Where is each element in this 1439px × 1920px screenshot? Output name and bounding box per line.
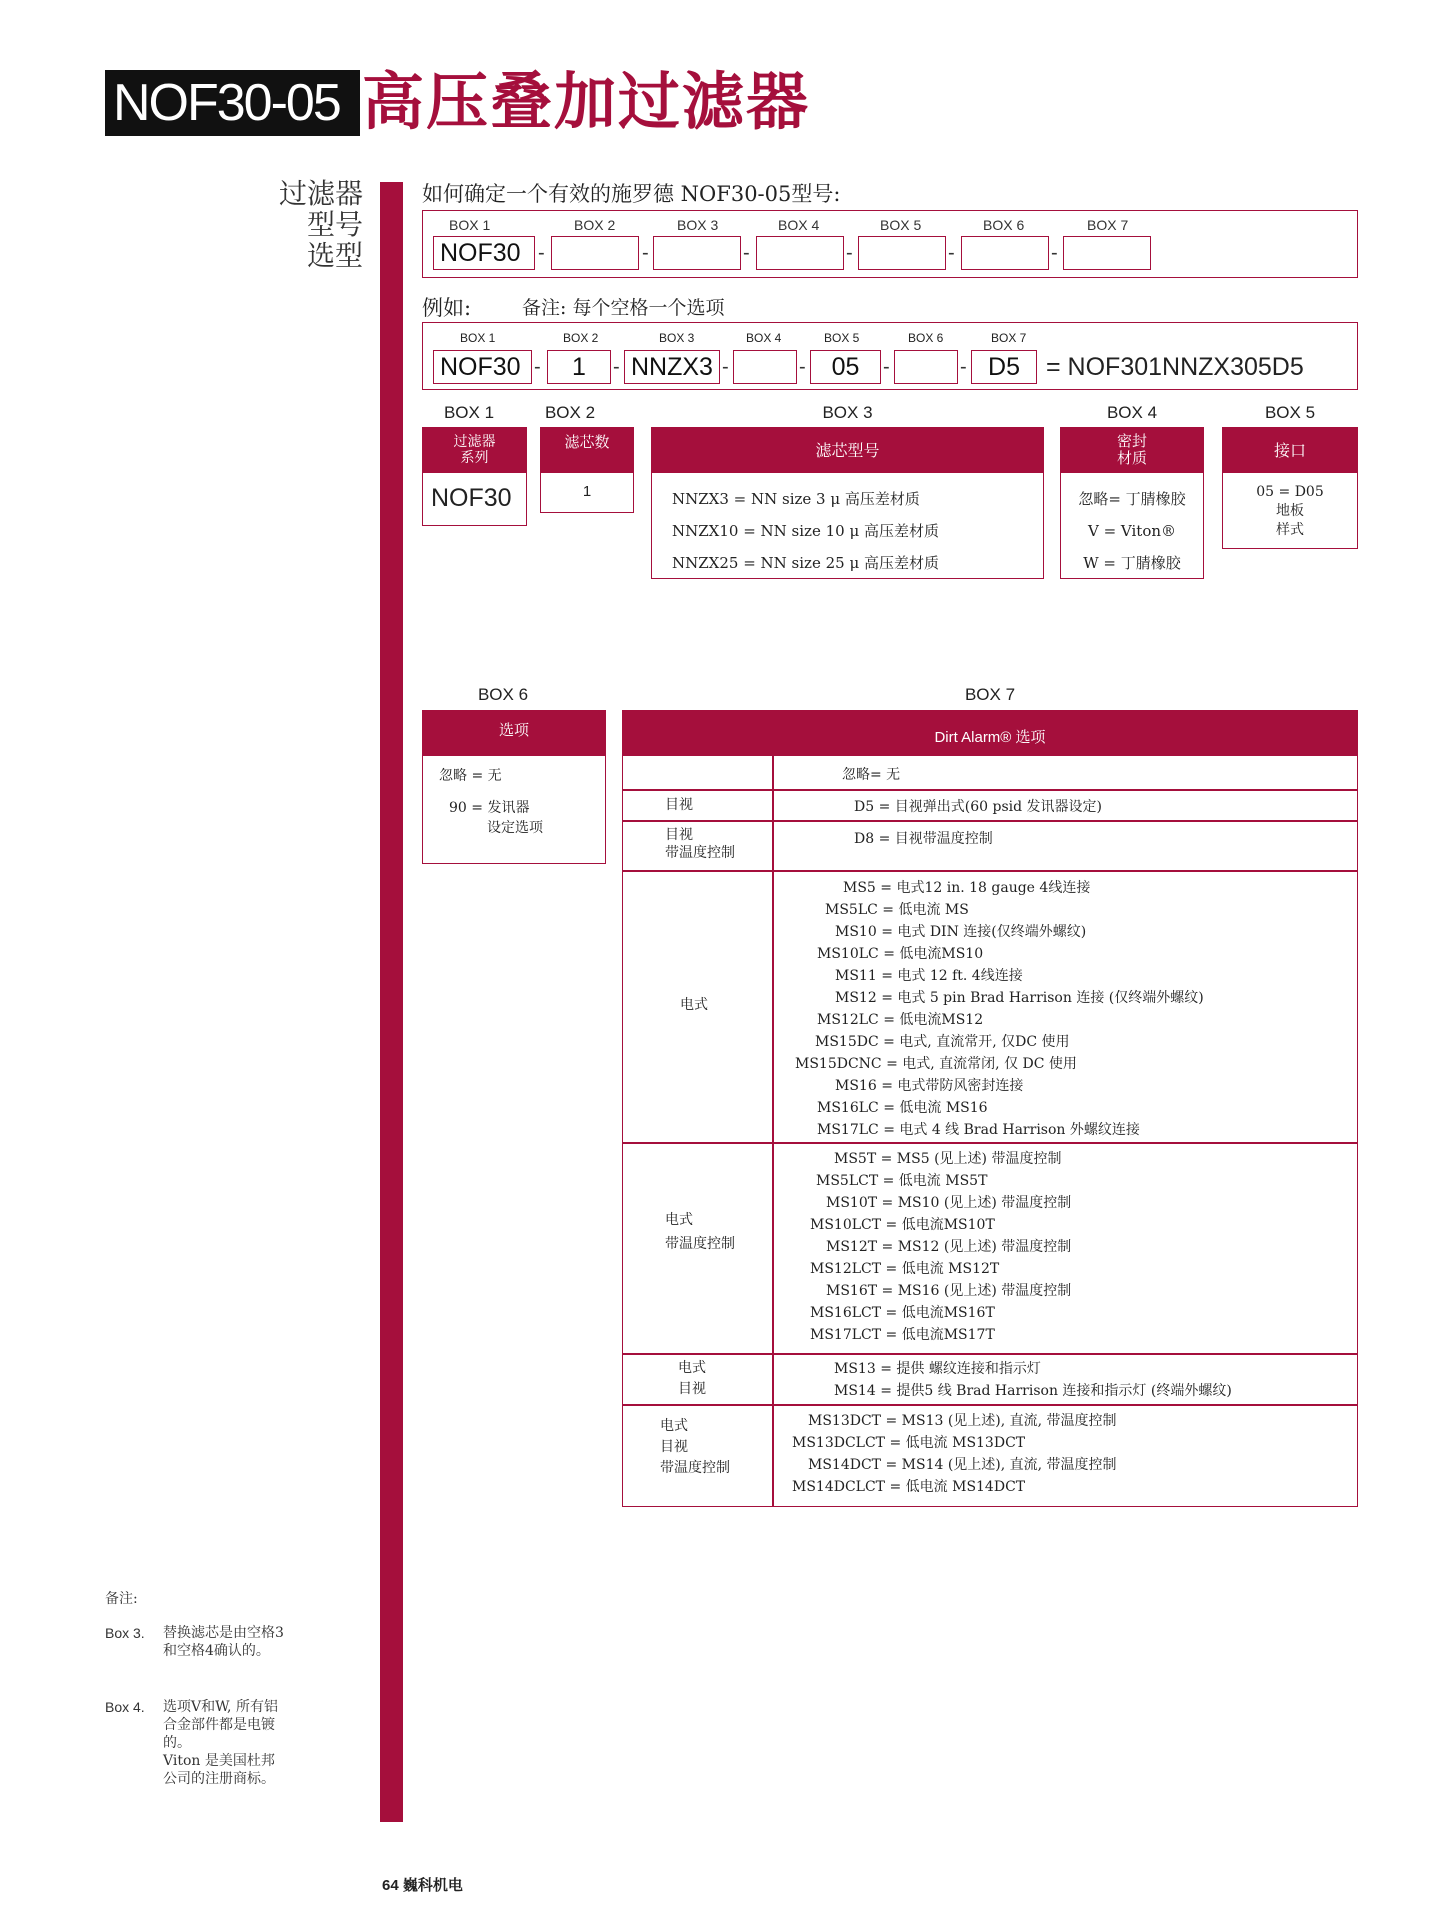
ex-box-label: BOX 6 (908, 331, 944, 345)
tpl-box1-input[interactable]: NOF30 (433, 236, 535, 270)
alarm-option: MS12T = MS12 (见上述) 带温度控制 (826, 1239, 1072, 1255)
alarm-option: MS5LC = 低电流 MS (825, 902, 969, 918)
box1-card (422, 427, 527, 526)
box6-item: 设定选项 (487, 820, 543, 836)
tpl-box7-input[interactable] (1063, 236, 1151, 270)
alarm-option: MS10T = MS10 (见上述) 带温度控制 (826, 1195, 1072, 1211)
alarm-option: MS14DCT = MS14 (见上述), 直流, 带温度控制 (808, 1457, 1117, 1473)
alarm-category: 电式 (680, 997, 708, 1013)
box3-item: NNZX25 = NN size 25 μ 高压差材质 (672, 554, 939, 572)
alarm-option: MS12 = 电式 5 pin Brad Harrison 连接 (仅终端外螺纹) (835, 990, 1204, 1006)
ex-box3: NNZX3 (624, 350, 720, 384)
box6-card (422, 710, 606, 864)
alarm-option: MS10 = 电式 DIN 连接(仅终端外螺纹) (835, 924, 1087, 940)
ex-box1: NOF30 (433, 350, 532, 384)
side-label-line1: 过滤器 (278, 177, 363, 210)
box4-label: BOX 4 (1106, 403, 1158, 422)
box4-head: 密封 材质 (1061, 428, 1203, 473)
alarm-option: MS16LCT = 低电流MS16T (810, 1305, 995, 1321)
box1-head: 过滤器 系列 (423, 428, 526, 473)
tpl-box-label: BOX 3 (677, 217, 719, 233)
alarm-option: MS12LC = 低电流MS12 (817, 1012, 984, 1028)
note1-key: Box 3. (105, 1625, 145, 1641)
alarm-option: MS17LCT = 低电流MS17T (810, 1327, 995, 1343)
notes-title: 备注: (105, 1591, 138, 1607)
alarm-option: MS11 = 电式 12 ft. 4线连接 (835, 968, 1023, 984)
alarm-option: MS13DCLCT = 低电流 MS13DCT (792, 1435, 1026, 1451)
example-note: 备注: 每个空格一个选项 (522, 297, 725, 319)
side-label-line2: 型号 (306, 208, 363, 241)
box7-label: BOX 7 (964, 685, 1016, 704)
alarm-option: MS14 = 提供5 线 Brad Harrison 连接和指示灯 (终端外螺纹) (834, 1383, 1232, 1399)
tpl-box-label: BOX 2 (574, 217, 616, 233)
box2-head: 滤芯数 (541, 428, 633, 473)
note2-text: 选项V和W, 所有铝 合金部件都是电镀 的。 Viton 是美国杜邦 公司的注册商标。 (163, 1699, 278, 1787)
box5-item: 地板 (1276, 503, 1304, 519)
alarm-option: MS15DC = 电式, 直流常开, 仅DC 使用 (815, 1034, 1070, 1050)
tpl-box5-input[interactable] (858, 236, 946, 270)
box5-label: BOX 5 (1264, 403, 1316, 422)
ex-box-label: BOX 7 (991, 331, 1027, 345)
section-heading: 如何确定一个有效的施罗德 NOF30-05型号: (422, 182, 841, 206)
ex-box-label: BOX 5 (824, 331, 860, 345)
box3-item: NNZX3 = NN size 3 μ 高压差材质 (672, 490, 920, 508)
box6-label: BOX 6 (477, 685, 529, 704)
ex-box6 (894, 350, 958, 384)
alarm-option: MS14DCLCT = 低电流 MS14DCT (792, 1479, 1026, 1495)
box7-head: Dirt Alarm® 选项 (623, 711, 1357, 756)
tpl-box-label: BOX 7 (1087, 217, 1129, 233)
side-label-line3: 选型 (306, 239, 363, 272)
tpl-box-label: BOX 6 (983, 217, 1025, 233)
ex-box5: 05 (810, 350, 881, 384)
ex-box7: D5 (971, 350, 1037, 384)
note2-key: Box 4. (105, 1699, 145, 1715)
alarm-option: MS5LCT = 低电流 MS5T (816, 1173, 988, 1189)
ex-box2: 1 (547, 350, 611, 384)
page-title: 高压叠加过滤器 (362, 65, 811, 138)
box6-item: 90 = 发讯器 (449, 800, 530, 816)
ex-box-label: BOX 1 (460, 331, 496, 345)
alarm-option-list (834, 1358, 1232, 1402)
box2-label: BOX 2 (544, 403, 596, 422)
alarm-option: MS12LCT = 低电流 MS12T (810, 1261, 1000, 1277)
tpl-box-label: BOX 1 (449, 217, 491, 233)
tpl-box-label: BOX 4 (778, 217, 820, 233)
tpl-box2-input[interactable] (551, 236, 639, 270)
alarm-option-list (792, 1410, 1117, 1498)
box3-item: NNZX10 = NN size 10 μ 高压差材质 (672, 522, 939, 540)
box5-head: 接口 (1223, 428, 1357, 473)
tpl-box4-input[interactable] (756, 236, 844, 270)
page-footer: 64 巍科机电 (382, 1877, 463, 1894)
alarm-category: 电式 目视 (678, 1360, 706, 1397)
box4-card (1060, 427, 1204, 579)
alarm-option: MS16T = MS16 (见上述) 带温度控制 (826, 1283, 1072, 1299)
ex-box4 (733, 350, 797, 384)
box6-head: 选项 (423, 711, 605, 756)
box2-value: 1 (582, 483, 592, 500)
example-result: = NOF301NNZX305D5 (1046, 353, 1304, 381)
alarm-category: 目视 带温度控制 (665, 827, 735, 861)
note1-text: 替换滤芯是由空格3 和空格4确认的。 (163, 1625, 284, 1659)
box3-head: 滤芯型号 (652, 428, 1043, 473)
ex-box-label: BOX 4 (746, 331, 782, 345)
box5-item: 05 = D05 (1256, 484, 1324, 500)
box5-card (1222, 427, 1358, 549)
vertical-accent-bar (380, 182, 403, 1822)
ex-box-label: BOX 2 (563, 331, 599, 345)
alarm-category: 电式 带温度控制 (665, 1212, 735, 1252)
alarm-option: MS10LC = 低电流MS10 (817, 946, 984, 962)
alarm-option: D5 = 目视弹出式(60 psid 发讯器设定) (854, 799, 1102, 815)
alarm-category: 电式 目视 带温度控制 (660, 1418, 730, 1476)
tpl-box6-input[interactable] (961, 236, 1049, 270)
alarm-option: MS13DCT = MS13 (见上述), 直流, 带温度控制 (808, 1413, 1117, 1429)
alarm-option: D8 = 目视带温度控制 (854, 831, 993, 847)
box4-item: W = 丁腈橡胶 (1083, 554, 1181, 572)
alarm-option: MS13 = 提供 螺纹连接和指示灯 (834, 1361, 1041, 1377)
alarm-option: 忽略= 无 (842, 767, 901, 783)
box5-item: 样式 (1276, 522, 1304, 538)
box2-card (540, 427, 634, 513)
box1-value: NOF30 (431, 484, 512, 512)
box3-label: BOX 3 (822, 403, 873, 422)
alarm-option: MS5T = MS5 (见上述) 带温度控制 (834, 1151, 1062, 1167)
alarm-option: MS5 = 电式12 in. 18 gauge 4线连接 (843, 880, 1091, 896)
alarm-category: 目视 (665, 797, 693, 813)
box1-label: BOX 1 (443, 403, 495, 422)
tpl-box-label: BOX 5 (880, 217, 922, 233)
tpl-box3-input[interactable] (653, 236, 741, 270)
alarm-option: MS10LCT = 低电流MS10T (810, 1217, 995, 1233)
example-label: 例如: (422, 296, 472, 320)
ex-box-label: BOX 3 (659, 331, 695, 345)
alarm-option-list (795, 877, 1204, 1141)
alarm-option: MS17LC = 电式 4 线 Brad Harrison 外螺纹连接 (817, 1122, 1140, 1138)
box4-item: 忽略= 丁腈橡胶 (1078, 490, 1186, 508)
side-label (279, 178, 363, 271)
alarm-option: MS16 = 电式带防风密封连接 (835, 1078, 1024, 1094)
alarm-option-list (810, 1148, 1071, 1346)
box4-item: V = Viton® (1087, 522, 1177, 540)
box6-item: 忽略 = 无 (439, 768, 502, 784)
alarm-option: MS16LC = 低电流 MS16 (817, 1100, 988, 1116)
alarm-option: MS15DCNC = 电式, 直流常闭, 仅 DC 使用 (795, 1056, 1077, 1072)
model-code: NOF30-05 (105, 70, 360, 136)
box3-card (651, 427, 1044, 579)
